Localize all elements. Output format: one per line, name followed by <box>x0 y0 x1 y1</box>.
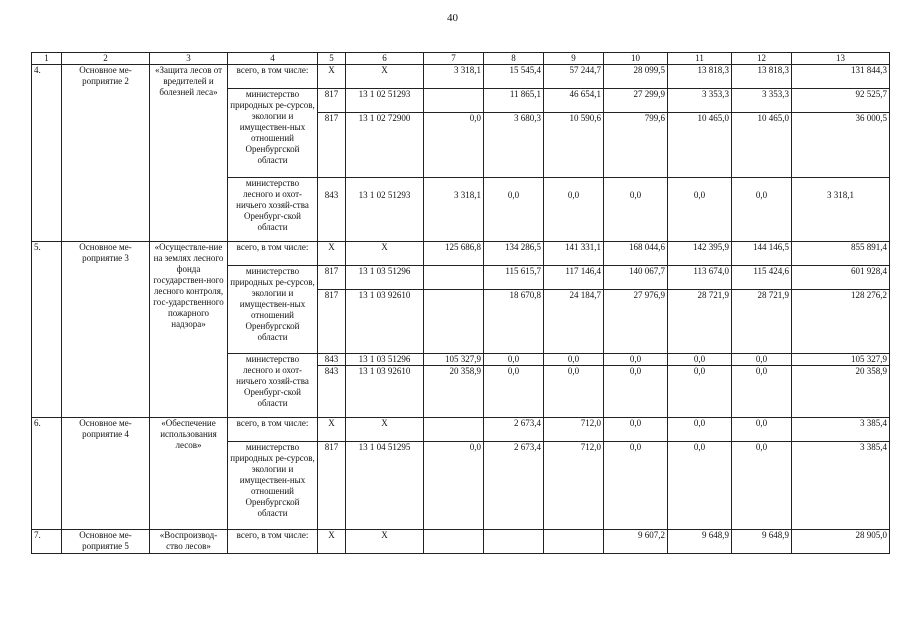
col-header: 4 <box>228 53 318 65</box>
event-name: Основное ме-роприятие 2 <box>62 65 150 242</box>
cell: 0,0 <box>668 354 732 366</box>
cell: 843 <box>318 178 346 242</box>
col-header: 3 <box>150 53 228 65</box>
cell: 13 1 03 92610 <box>346 290 424 354</box>
table-row <box>32 418 890 442</box>
cell: 20 358,9 <box>792 366 890 418</box>
cell: 36 000,5 <box>792 113 890 178</box>
cell: 2 673,4 <box>484 442 544 530</box>
cell: 27 976,9 <box>604 290 668 354</box>
cell: 0,0 <box>544 366 604 418</box>
total-label: всего, в том числе: <box>228 418 318 442</box>
cell: 144 146,5 <box>732 242 792 266</box>
cell: 843 <box>318 354 346 366</box>
cell: 13 1 02 72900 <box>346 113 424 178</box>
cell: 0,0 <box>668 366 732 418</box>
cell: Х <box>318 65 346 89</box>
cell: 115 615,7 <box>484 266 544 290</box>
event-name: Основное ме-роприятие 4 <box>62 418 150 530</box>
cell <box>484 530 544 554</box>
cell: 712,0 <box>544 442 604 530</box>
cell <box>424 530 484 554</box>
cell: Х <box>318 530 346 554</box>
cell: 799,6 <box>604 113 668 178</box>
cell: 0,0 <box>484 354 544 366</box>
col-header: 6 <box>346 53 424 65</box>
col-header: 10 <box>604 53 668 65</box>
cell: 817 <box>318 290 346 354</box>
cell: 46 654,1 <box>544 89 604 113</box>
cell: 10 465,0 <box>732 113 792 178</box>
cell: 855 891,4 <box>792 242 890 266</box>
cell: 0,0 <box>668 442 732 530</box>
cell: 15 545,4 <box>484 65 544 89</box>
cell: 11 865,1 <box>484 89 544 113</box>
event-title: «Воспроизвод-ство лесов» <box>150 530 228 554</box>
col-header: 5 <box>318 53 346 65</box>
cell <box>424 266 484 290</box>
cell: 105 327,9 <box>792 354 890 366</box>
cell: 0,0 <box>424 442 484 530</box>
cell: 9 648,9 <box>732 530 792 554</box>
total-label: всего, в том числе: <box>228 242 318 266</box>
cell: 0,0 <box>732 354 792 366</box>
cell: 817 <box>318 266 346 290</box>
cell: 92 525,7 <box>792 89 890 113</box>
row-number: 6. <box>32 418 62 530</box>
cell: 115 424,6 <box>732 266 792 290</box>
row-number: 5. <box>32 242 62 418</box>
cell: Х <box>346 65 424 89</box>
cell: 13 1 02 51293 <box>346 178 424 242</box>
cell: 28 721,9 <box>668 290 732 354</box>
cell: Х <box>318 242 346 266</box>
cell: 28 099,5 <box>604 65 668 89</box>
cell: 13 1 04 51295 <box>346 442 424 530</box>
event-title: «Обеспечение использования лесов» <box>150 418 228 530</box>
cell: 142 395,9 <box>668 242 732 266</box>
cell: 117 146,4 <box>544 266 604 290</box>
cell: 0,0 <box>484 178 544 242</box>
ministry-name: министерство лесного и охот-ничьего хозяй-ства Оренбург-ской области <box>228 178 318 242</box>
cell: 57 244,7 <box>544 65 604 89</box>
cell: 0,0 <box>732 442 792 530</box>
row-number: 7. <box>32 530 62 554</box>
page-number: 40 <box>447 12 458 24</box>
cell: 13 1 03 92610 <box>346 366 424 418</box>
table-row <box>32 65 890 89</box>
cell: 113 674,0 <box>668 266 732 290</box>
cell: 168 044,6 <box>604 242 668 266</box>
cell: 0,0 <box>544 354 604 366</box>
cell: 128 276,2 <box>792 290 890 354</box>
cell: 712,0 <box>544 418 604 442</box>
cell: Х <box>346 242 424 266</box>
col-header: 8 <box>484 53 544 65</box>
cell: Х <box>318 418 346 442</box>
budget-table <box>31 52 890 554</box>
column-header-row <box>32 53 890 65</box>
cell <box>544 530 604 554</box>
cell: 28 905,0 <box>792 530 890 554</box>
cell: 13 818,3 <box>668 65 732 89</box>
cell: 24 184,7 <box>544 290 604 354</box>
cell: 13 1 03 51296 <box>346 354 424 366</box>
cell: 0,0 <box>732 418 792 442</box>
cell: 9 648,9 <box>668 530 732 554</box>
cell: 10 590,6 <box>544 113 604 178</box>
cell: 20 358,9 <box>424 366 484 418</box>
cell <box>424 418 484 442</box>
cell: 0,0 <box>424 113 484 178</box>
cell: 3 353,3 <box>668 89 732 113</box>
col-header: 2 <box>62 53 150 65</box>
cell: 141 331,1 <box>544 242 604 266</box>
cell: 28 721,9 <box>732 290 792 354</box>
cell: 3 318,1 <box>424 65 484 89</box>
cell <box>424 89 484 113</box>
cell: 27 299,9 <box>604 89 668 113</box>
cell: 817 <box>318 89 346 113</box>
cell: 843 <box>318 366 346 418</box>
cell: 131 844,3 <box>792 65 890 89</box>
total-label: всего, в том числе: <box>228 530 318 554</box>
cell: 13 818,3 <box>732 65 792 89</box>
cell: 3 385,4 <box>792 442 890 530</box>
cell: 134 286,5 <box>484 242 544 266</box>
ministry-name: министерство природных ре-сурсов, экологии и имуществен-ных отношений Оренбургской области <box>228 89 318 178</box>
cell: 0,0 <box>668 178 732 242</box>
table-row <box>32 242 890 266</box>
col-header: 1 <box>32 53 62 65</box>
cell: 0,0 <box>604 418 668 442</box>
cell: 0,0 <box>484 366 544 418</box>
cell: 3 318,1 <box>792 178 890 242</box>
col-header: 11 <box>668 53 732 65</box>
ministry-name: министерство природных ре-сурсов, экологии и имуществен-ных отношений Оренбургской области <box>228 266 318 354</box>
event-title: «Осуществле-ние на землях лесного фонда государствен-ного лесного контроля, гос-ударственного пожарного надзора» <box>150 242 228 418</box>
event-name: Основное ме-роприятие 5 <box>62 530 150 554</box>
cell: 0,0 <box>732 366 792 418</box>
cell: 3 385,4 <box>792 418 890 442</box>
col-header: 12 <box>732 53 792 65</box>
ministry-name: министерство лесного и охот-ничьего хозяй-ства Оренбург-ской области <box>228 354 318 418</box>
col-header: 7 <box>424 53 484 65</box>
cell: 9 607,2 <box>604 530 668 554</box>
cell: 105 327,9 <box>424 354 484 366</box>
table-row <box>32 530 890 554</box>
cell: 601 928,4 <box>792 266 890 290</box>
event-name: Основное ме-роприятие 3 <box>62 242 150 418</box>
cell: 0,0 <box>604 354 668 366</box>
cell: 2 673,4 <box>484 418 544 442</box>
col-header: 9 <box>544 53 604 65</box>
total-label: всего, в том числе: <box>228 65 318 89</box>
cell: 0,0 <box>668 418 732 442</box>
cell: 817 <box>318 113 346 178</box>
cell: 0,0 <box>604 442 668 530</box>
row-number: 4. <box>32 65 62 242</box>
cell <box>424 290 484 354</box>
cell: 13 1 03 51296 <box>346 266 424 290</box>
cell: 18 670,8 <box>484 290 544 354</box>
event-title: «Защита лесов от вредителей и болезней леса» <box>150 65 228 242</box>
cell: Х <box>346 530 424 554</box>
cell: 0,0 <box>732 178 792 242</box>
col-header: 13 <box>792 53 890 65</box>
cell: 13 1 02 51293 <box>346 89 424 113</box>
cell: 0,0 <box>604 366 668 418</box>
ministry-name: министерство природных ре-сурсов, экологии и имуществен-ных отношений Оренбургской области <box>228 442 318 530</box>
cell: 140 067,7 <box>604 266 668 290</box>
cell: Х <box>346 418 424 442</box>
cell: 10 465,0 <box>668 113 732 178</box>
cell: 125 686,8 <box>424 242 484 266</box>
cell: 0,0 <box>604 178 668 242</box>
cell: 3 318,1 <box>424 178 484 242</box>
cell: 3 353,3 <box>732 89 792 113</box>
cell: 3 680,3 <box>484 113 544 178</box>
cell: 817 <box>318 442 346 530</box>
cell: 0,0 <box>544 178 604 242</box>
